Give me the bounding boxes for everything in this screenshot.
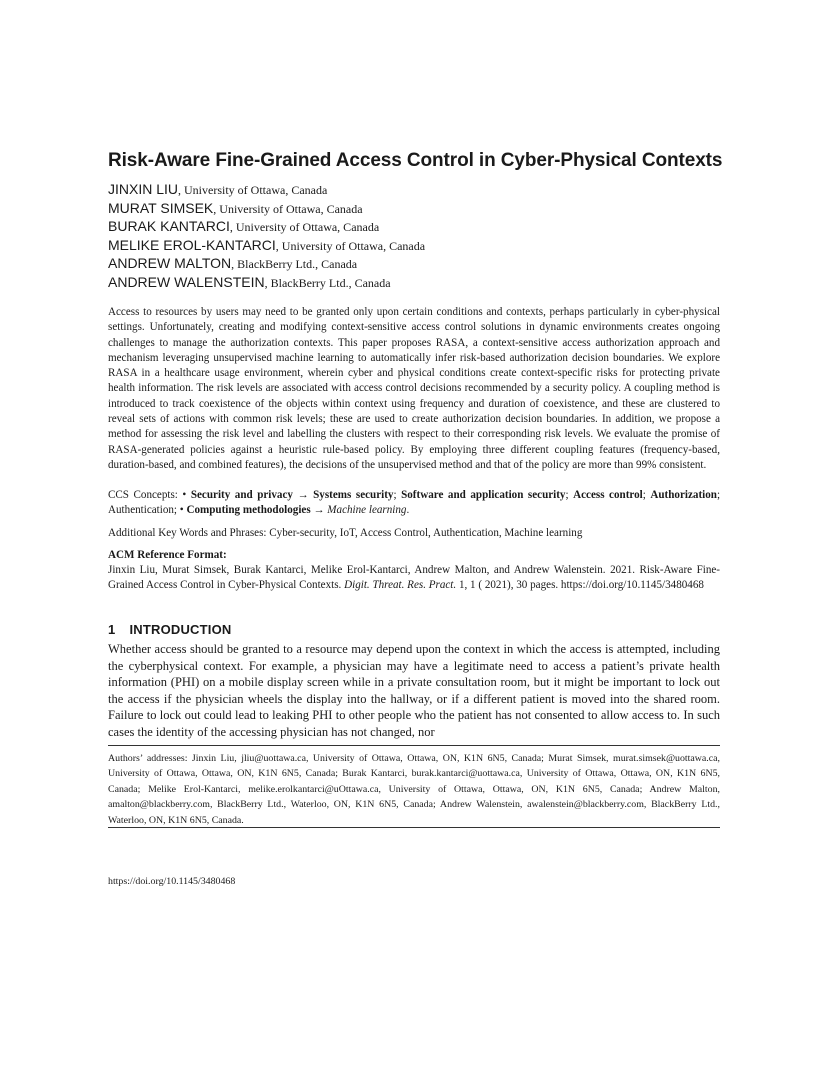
author-affiliation: University of Ottawa, Canada <box>219 201 363 216</box>
author-entry: BURAK KANTARCI, University of Ottawa, Canada <box>108 218 380 234</box>
keywords: Additional Key Words and Phrases: Cyber-security, IoT, Access Control, Authentication, Machine learning <box>108 527 583 539</box>
author-affiliation: University of Ottawa, Canada <box>281 238 426 253</box>
ccs-concept: Machine learning <box>327 504 407 517</box>
acm-reference: Jinxin Liu, Murat Simsek, Burak Kantarci, Melike Erol-Kantarci, Andrew Malton, and Andrew Walenstein. 2021. Risk-Aware Fine-Grained Access Control in Cyber-Physical Contexts. Digit. Threat. Res. Pract. 1, 1 ( 2021), 30 pages. https://doi.org/10.1145/3480468 <box>108 564 720 592</box>
ccs-concept: Software and application security <box>401 489 566 501</box>
ccs-concepts: CCS Concepts: • Security and privacy → Systems security; Software and application security; Access control; Authorization; Authentication; • Computing methodologies → Machine learning. <box>108 489 721 517</box>
footnote-divider <box>108 745 720 746</box>
acm-reference-heading: ACM Reference Format: <box>108 549 227 561</box>
ccs-concept: Access control <box>573 489 643 501</box>
ccs-concept: Security and privacy <box>190 489 293 501</box>
author-name: BURAK KANTARCI <box>108 218 230 234</box>
author-entry: JINXIN LIU, University of Ottawa, Canada <box>108 181 328 197</box>
author-name: ANDREW WALENSTEIN <box>108 273 265 290</box>
author-entry: ANDREW WALENSTEIN, BlackBerry Ltd., Canada <box>108 273 391 290</box>
paper-title: Risk-Aware Fine-Grained Access Control in Cyber-Physical Contexts <box>108 149 723 171</box>
author-list <box>108 180 728 291</box>
ccs-concept: Authorization <box>650 489 717 501</box>
author-entry: ANDREW MALTON, BlackBerry Ltd., Canada <box>108 255 358 271</box>
author-name: ANDREW MALTON <box>108 255 232 271</box>
author-entry: MELIKE EROL-KANTARCI, University of Ottawa, Canada <box>108 236 426 253</box>
introduction-text: Whether access should be granted to a resource may depend upon the context in which the access is attempted, including the cyberphysical context. For example, a physician may have a legitimate need to access a patient’s private health information (PHI) on a mobile display screen while in a private consultation room, but it might be important to lock out the access if the physician wheels the display into the hallway, or if a different patient is moved into the shared room. Failure to lock out could lead to leaking PHI to other people who the patient has not consented to allow access to. In such cases the identity of the accessing physician has not changed, nor <box>108 642 720 739</box>
abstract: Access to resources by users may need to be granted only upon certain conditions and contexts, perhaps particularly in cyber-physical settings. Unfortunately, creating and modifying context-sensitive access control solutions in dynamic environments creates ongoing challenges to manage the authorization contexts. This paper proposes RASA, a context-sensitive access authorization approach and mechanism leveraging unsupervised machine learning to automatically infer risk-based authorization decision boundaries. We explore RASA in a healthcare usage environment, wherein cyber and physical conditions create context-specific risks for protecting private health information. The risk levels are associated with access control decisions recommended by a security policy. A coupling method is introduced to track coexistence of the objects within context using frequency and duration of coexistence, and these are clustered to reveal sets of actions with common risk levels; these are used to create authorization decision boundaries. In addition, we propose a method for assessing the risk level and labelling the clusters with respect to their corresponding risk levels. We evaluate the promise of RASA-generated policies against a heuristic rule-based policy. By employing three different coupling features (frequency-based, duration-based, and combined features), the decisions of the unsupervised method and that of the policy are more than 99% consistent. <box>108 306 720 471</box>
authors-addresses-footnote: Authors’ addresses: Jinxin Liu, jliu@uottawa.ca, University of Ottawa, Ottawa, ON, K1N 6N5, Canada; Murat Simsek, murat.simsek@uottawa.ca, University of Ottawa, Ottawa, ON, K1N 6N5, Canada; Burak Kantarci, burak.kantarci@uottawa.ca, University of Ottawa, Ottawa, ON, K1N 6N5, Canada; Melike Erol-Kantarci, melike.erolkantarci@uOttawa.ca, University of Ottawa, Ottawa, ON, K1N 6N5, Canada; Andrew Malton, amalton@blackberry.com, BlackBerry Ltd., Waterloo, ON, K1N 6N5, Canada; Andrew Walenstein, awalenstein@blackberry.com, BlackBerry Ltd., Waterloo, ON, K1N 6N5, Canada. <box>108 753 720 826</box>
section-heading-introduction: 1 INTRODUCTION <box>108 622 232 637</box>
author-name: MELIKE EROL-KANTARCI <box>108 236 276 253</box>
journal-name: Digit. Threat. Res. Pract. <box>344 579 457 592</box>
ccs-concept: Computing methodologies <box>186 504 311 517</box>
author-affiliation: BlackBerry Ltd., Canada <box>270 275 391 290</box>
author-entry: MURAT SIMSEK, University of Ottawa, Canada <box>108 199 363 216</box>
footer-doi-link[interactable]: https://doi.org/10.1145/3480468 <box>108 876 236 887</box>
footnote-divider <box>108 827 720 828</box>
author-name: JINXIN LIU <box>108 181 179 197</box>
ccs-concept: Systems security <box>313 489 394 501</box>
author-affiliation: University of Ottawa, Canada <box>184 183 328 197</box>
author-affiliation: BlackBerry Ltd., Canada <box>237 257 358 271</box>
author-affiliation: University of Ottawa, Canada <box>235 220 380 234</box>
author-name: MURAT SIMSEK <box>108 199 214 216</box>
